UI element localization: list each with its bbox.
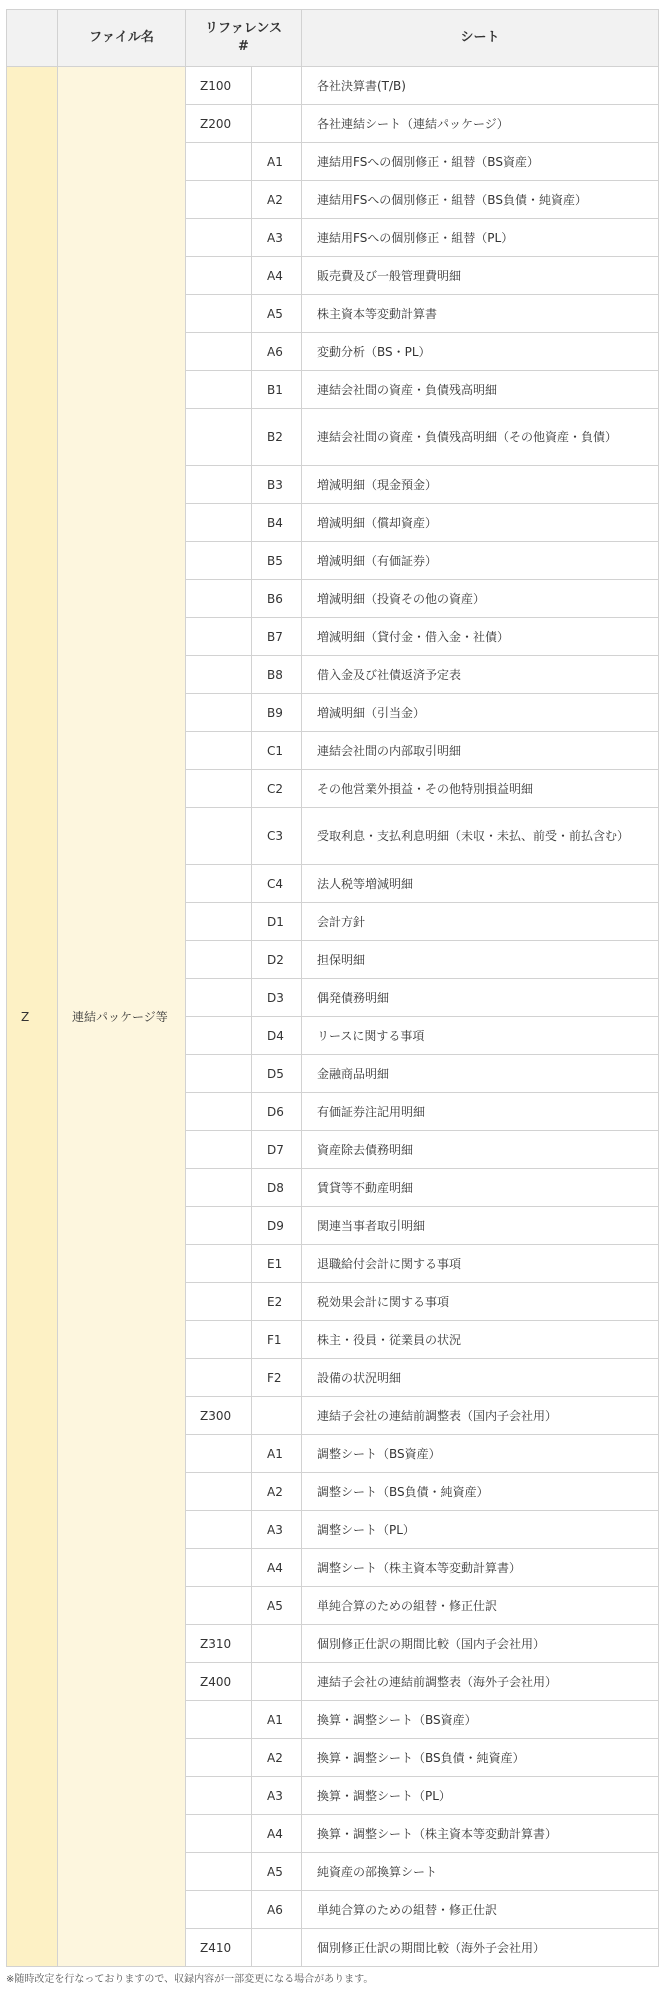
reference-secondary-cell: D9 xyxy=(252,1207,302,1245)
sheet-name-cell: 個別修正仕訳の期間比較（国内子会社用） xyxy=(302,1625,659,1663)
reference-secondary-cell: A2 xyxy=(252,181,302,219)
reference-primary-cell xyxy=(186,1701,252,1739)
reference-primary-cell xyxy=(186,409,252,466)
sheet-name-cell: 調整シート（BS負債・純資産） xyxy=(302,1473,659,1511)
reference-secondary-cell: D6 xyxy=(252,1093,302,1131)
reference-primary-cell xyxy=(186,656,252,694)
reference-primary-cell xyxy=(186,1891,252,1929)
reference-primary-cell xyxy=(186,371,252,409)
reference-secondary-cell xyxy=(252,67,302,105)
sheet-name-cell: 賃貸等不動産明細 xyxy=(302,1169,659,1207)
sheet-name-cell: 変動分析（BS・PL） xyxy=(302,333,659,371)
reference-primary-cell xyxy=(186,1473,252,1511)
reference-secondary-cell: B7 xyxy=(252,618,302,656)
reference-primary-cell xyxy=(186,1017,252,1055)
reference-primary-cell xyxy=(186,1587,252,1625)
reference-secondary-cell: A2 xyxy=(252,1739,302,1777)
reference-primary-cell xyxy=(186,181,252,219)
sheet-name-cell: 換算・調整シート（株主資本等変動計算書） xyxy=(302,1815,659,1853)
reference-primary-cell xyxy=(186,979,252,1017)
sheet-header: シート xyxy=(302,10,659,67)
reference-primary-cell xyxy=(186,903,252,941)
category-cell: Z xyxy=(7,67,58,1967)
sheet-name-cell: 連結会社間の内部取引明細 xyxy=(302,732,659,770)
reference-primary-cell xyxy=(186,1055,252,1093)
reference-secondary-cell: D8 xyxy=(252,1169,302,1207)
reference-secondary-cell: A1 xyxy=(252,1701,302,1739)
reference-secondary-cell xyxy=(252,1397,302,1435)
sheet-name-cell: 個別修正仕訳の期間比較（海外子会社用） xyxy=(302,1929,659,1967)
sheet-name-cell: 増減明細（有価証券） xyxy=(302,542,659,580)
reference-secondary-cell: E1 xyxy=(252,1245,302,1283)
sheet-name-cell: 借入金及び社債返済予定表 xyxy=(302,656,659,694)
reference-primary-cell xyxy=(186,1283,252,1321)
reference-secondary-cell: D4 xyxy=(252,1017,302,1055)
reference-secondary-cell: D1 xyxy=(252,903,302,941)
reference-primary-cell xyxy=(186,808,252,865)
reference-primary-cell xyxy=(186,1169,252,1207)
reference-primary-cell xyxy=(186,941,252,979)
sheet-name-cell: 連結会社間の資産・負債残高明細（その他資産・負債） xyxy=(302,409,659,466)
reference-primary-cell: Z400 xyxy=(186,1663,252,1701)
sheet-name-cell: その他営業外損益・その他特別損益明細 xyxy=(302,770,659,808)
sheet-name-cell: 連結子会社の連結前調整表（海外子会社用） xyxy=(302,1663,659,1701)
reference-secondary-cell: A4 xyxy=(252,1549,302,1587)
reference-secondary-cell: F1 xyxy=(252,1321,302,1359)
reference-primary-cell xyxy=(186,1739,252,1777)
sheet-name-cell: 有価証券注記用明細 xyxy=(302,1093,659,1131)
reference-secondary-cell: A3 xyxy=(252,219,302,257)
sheet-name-cell: 調整シート（PL） xyxy=(302,1511,659,1549)
reference-primary-cell xyxy=(186,257,252,295)
reference-secondary-cell xyxy=(252,1929,302,1967)
reference-primary-cell: Z300 xyxy=(186,1397,252,1435)
reference-primary-cell xyxy=(186,732,252,770)
reference-primary-cell xyxy=(186,1245,252,1283)
reference-secondary-cell: A5 xyxy=(252,1587,302,1625)
sheet-name-cell: 調整シート（株主資本等変動計算書） xyxy=(302,1549,659,1587)
reference-secondary-cell: A3 xyxy=(252,1511,302,1549)
sheet-name-cell: 連結子会社の連結前調整表（国内子会社用） xyxy=(302,1397,659,1435)
sheet-name-cell: 連結用FSへの個別修正・組替（BS負債・純資産） xyxy=(302,181,659,219)
reference-secondary-cell: D5 xyxy=(252,1055,302,1093)
reference-primary-cell xyxy=(186,865,252,903)
reference-secondary-cell: C3 xyxy=(252,808,302,865)
sheet-name-cell: 退職給付会計に関する事項 xyxy=(302,1245,659,1283)
reference-secondary-cell: B2 xyxy=(252,409,302,466)
reference-primary-cell: Z410 xyxy=(186,1929,252,1967)
reference-secondary-cell: D7 xyxy=(252,1131,302,1169)
reference-primary-cell: Z100 xyxy=(186,67,252,105)
reference-primary-cell xyxy=(186,504,252,542)
reference-primary-cell xyxy=(186,694,252,732)
sheet-name-cell: 株主・役員・従業員の状況 xyxy=(302,1321,659,1359)
sheet-name-cell: 会計方針 xyxy=(302,903,659,941)
sheet-name-cell: 単純合算のための組替・修正仕訳 xyxy=(302,1891,659,1929)
reference-primary-cell xyxy=(186,618,252,656)
reference-primary-cell: Z310 xyxy=(186,1625,252,1663)
sheet-name-cell: 換算・調整シート（BS資産） xyxy=(302,1701,659,1739)
reference-secondary-cell: A5 xyxy=(252,1853,302,1891)
reference-primary-cell xyxy=(186,1815,252,1853)
reference-primary-cell xyxy=(186,770,252,808)
reference-primary-cell xyxy=(186,1321,252,1359)
reference-primary-cell xyxy=(186,580,252,618)
sheet-name-cell: 純資産の部換算シート xyxy=(302,1853,659,1891)
reference-secondary-cell: A3 xyxy=(252,1777,302,1815)
reference-secondary-cell: B6 xyxy=(252,580,302,618)
reference-secondary-cell: B4 xyxy=(252,504,302,542)
reference-secondary-cell: B1 xyxy=(252,371,302,409)
reference-secondary-cell xyxy=(252,1663,302,1701)
reference-secondary-cell: F2 xyxy=(252,1359,302,1397)
reference-primary-cell xyxy=(186,542,252,580)
reference-primary-cell xyxy=(186,295,252,333)
reference-primary-cell xyxy=(186,143,252,181)
reference-secondary-cell: A1 xyxy=(252,143,302,181)
sheet-name-cell: 法人税等増減明細 xyxy=(302,865,659,903)
category-header xyxy=(7,10,58,67)
sheet-name-cell: 設備の状況明細 xyxy=(302,1359,659,1397)
sheet-name-cell: 連結用FSへの個別修正・組替（PL） xyxy=(302,219,659,257)
sheet-name-cell: 連結会社間の資産・負債残高明細 xyxy=(302,371,659,409)
sheet-name-cell: 偶発債務明細 xyxy=(302,979,659,1017)
sheet-name-cell: 各社決算書(T/B) xyxy=(302,67,659,105)
reference-secondary-cell: A6 xyxy=(252,1891,302,1929)
reference-primary-cell xyxy=(186,1435,252,1473)
reference-primary-cell xyxy=(186,1131,252,1169)
reference-secondary-cell: B8 xyxy=(252,656,302,694)
table-row xyxy=(7,67,659,105)
sheet-name-cell: 資産除去債務明細 xyxy=(302,1131,659,1169)
sheet-name-cell: 増減明細（投資その他の資産） xyxy=(302,580,659,618)
sheet-name-cell: 単純合算のための組替・修正仕訳 xyxy=(302,1587,659,1625)
reference-primary-cell xyxy=(186,333,252,371)
sheet-name-cell: 連結用FSへの個別修正・組替（BS資産） xyxy=(302,143,659,181)
reference-secondary-cell: A1 xyxy=(252,1435,302,1473)
reference-secondary-cell: A4 xyxy=(252,1815,302,1853)
footnote: ※随時改定を行なっておりますので、収録内容が一部変更になる場合があります。 xyxy=(6,1974,374,1985)
sheet-name-cell: 換算・調整シート（PL） xyxy=(302,1777,659,1815)
sheet-name-cell: 増減明細（引当金） xyxy=(302,694,659,732)
sheet-name-cell: 増減明細（現金預金） xyxy=(302,466,659,504)
file-name-header: ファイル名 xyxy=(58,10,186,67)
reference-primary-cell: Z200 xyxy=(186,105,252,143)
reference-primary-cell xyxy=(186,1093,252,1131)
reference-secondary-cell: D3 xyxy=(252,979,302,1017)
sheet-name-cell: 受取利息・支払利息明細（未収・未払、前受・前払含む） xyxy=(302,808,659,865)
reference-secondary-cell: B9 xyxy=(252,694,302,732)
reference-secondary-cell: A4 xyxy=(252,257,302,295)
file-name-cell: 連結パッケージ等 xyxy=(58,67,186,1967)
sheet-name-cell: 増減明細（償却資産） xyxy=(302,504,659,542)
reference-secondary-cell: A6 xyxy=(252,333,302,371)
sheet-name-cell: 調整シート（BS資産） xyxy=(302,1435,659,1473)
reference-primary-cell xyxy=(186,1549,252,1587)
reference-primary-cell xyxy=(186,219,252,257)
reference-primary-cell xyxy=(186,1207,252,1245)
sheet-name-cell: 関連当事者取引明細 xyxy=(302,1207,659,1245)
reference-secondary-cell: C2 xyxy=(252,770,302,808)
table-header-row xyxy=(7,10,659,67)
reference-secondary-cell: E2 xyxy=(252,1283,302,1321)
sheet-list-table xyxy=(6,9,659,1967)
reference-primary-cell xyxy=(186,1511,252,1549)
reference-secondary-cell xyxy=(252,1625,302,1663)
sheet-name-cell: 販売費及び一般管理費明細 xyxy=(302,257,659,295)
reference-secondary-cell: D2 xyxy=(252,941,302,979)
sheet-name-cell: 金融商品明細 xyxy=(302,1055,659,1093)
reference-secondary-cell: A2 xyxy=(252,1473,302,1511)
sheet-name-cell: 換算・調整シート（BS負債・純資産） xyxy=(302,1739,659,1777)
reference-secondary-cell: B5 xyxy=(252,542,302,580)
sheet-name-cell: 増減明細（貸付金・借入金・社債） xyxy=(302,618,659,656)
reference-primary-cell xyxy=(186,1359,252,1397)
reference-secondary-cell: A5 xyxy=(252,295,302,333)
sheet-name-cell: 税効果会計に関する事項 xyxy=(302,1283,659,1321)
reference-secondary-cell: B3 xyxy=(252,466,302,504)
sheet-name-cell: リースに関する事項 xyxy=(302,1017,659,1055)
sheet-name-cell: 各社連結シート（連結パッケージ） xyxy=(302,105,659,143)
reference-secondary-cell xyxy=(252,105,302,143)
reference-header: リファレンス # xyxy=(186,10,302,67)
reference-primary-cell xyxy=(186,1853,252,1891)
reference-secondary-cell: C1 xyxy=(252,732,302,770)
sheet-name-cell: 株主資本等変動計算書 xyxy=(302,295,659,333)
reference-primary-cell xyxy=(186,1777,252,1815)
sheet-name-cell: 担保明細 xyxy=(302,941,659,979)
reference-secondary-cell: C4 xyxy=(252,865,302,903)
reference-primary-cell xyxy=(186,466,252,504)
